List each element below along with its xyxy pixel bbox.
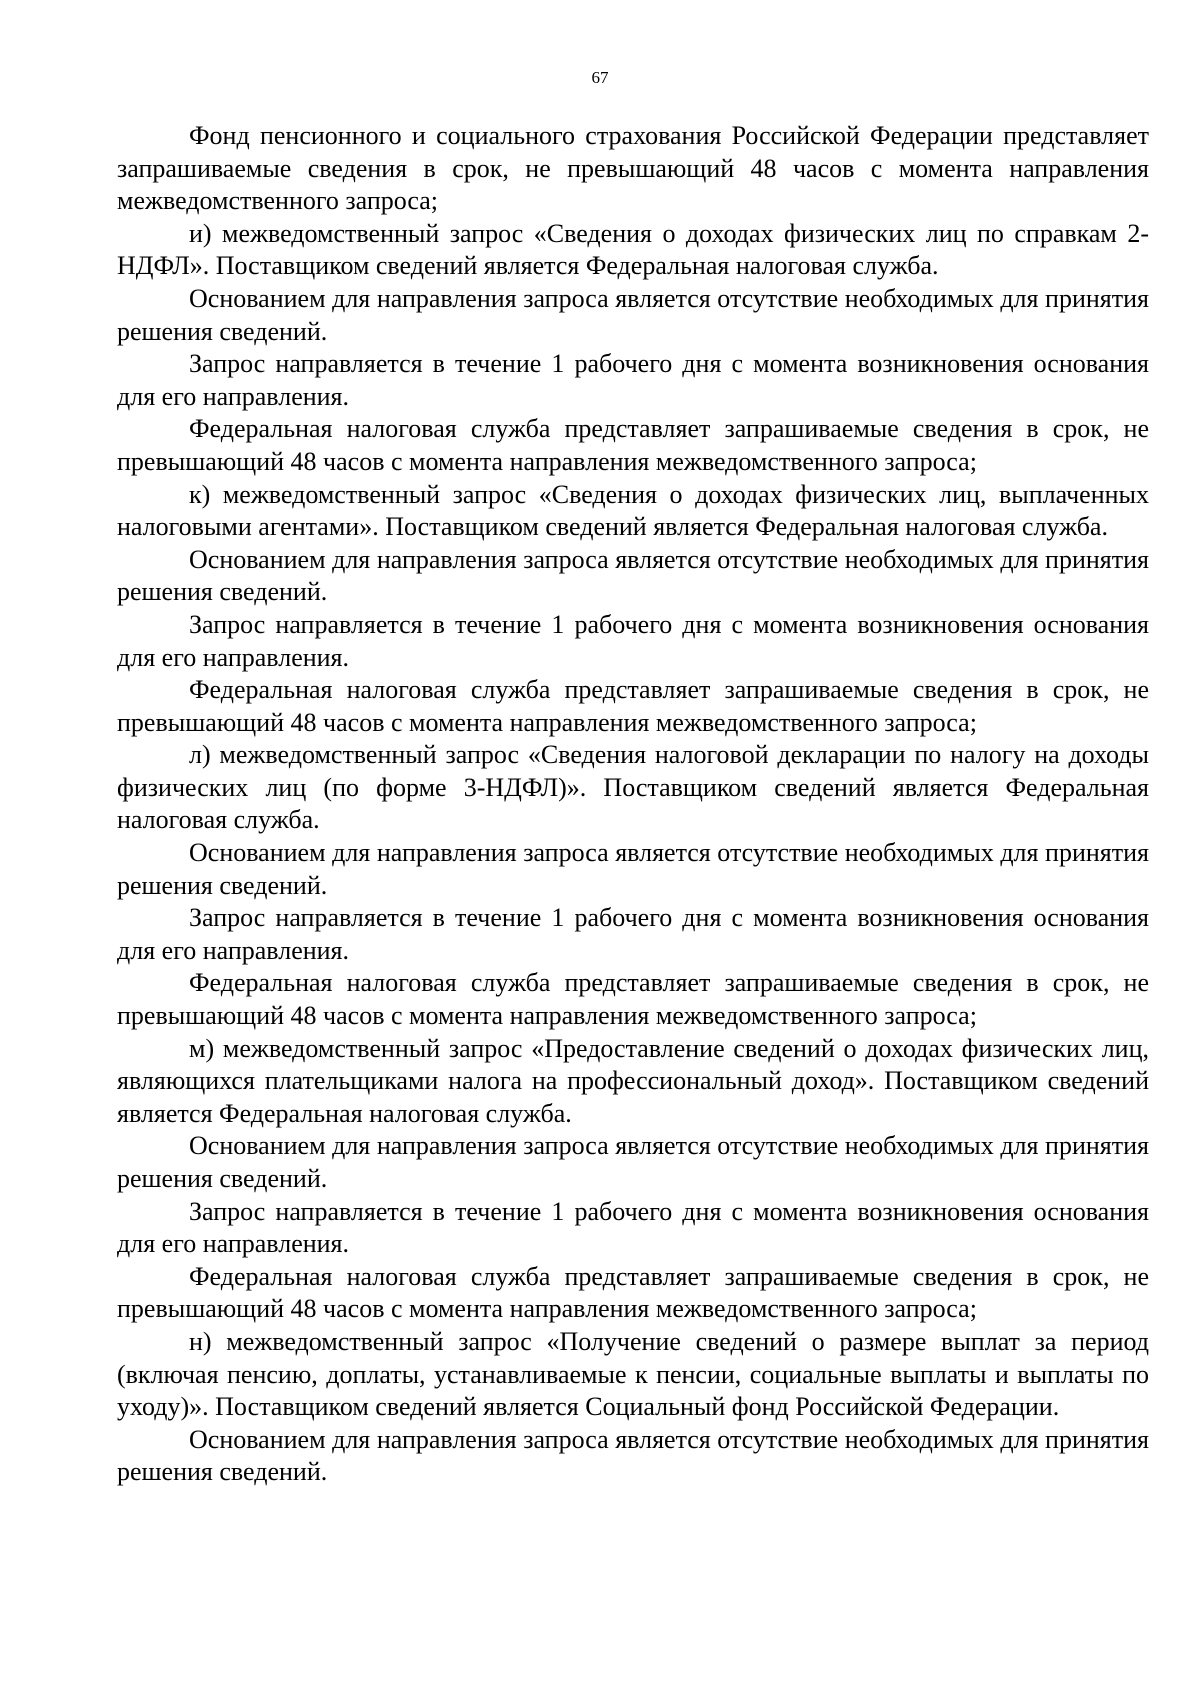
document-body bbox=[117, 120, 1149, 1489]
paragraph: Фонд пенсионного и социального страхования Российской Федерации представляет запрашиваемые сведения в срок, не превышающий 48 часов с момента направления межведомственного запроса; bbox=[117, 121, 1149, 216]
paragraph: Основанием для направления запроса является отсутствие необходимых для принятия решения сведений. bbox=[117, 1131, 1149, 1193]
paragraph: Основанием для направления запроса является отсутствие необходимых для принятия решения сведений. bbox=[117, 1424, 1149, 1487]
paragraph: Основанием для направления запроса является отсутствие необходимых для принятия решения сведений. bbox=[117, 838, 1149, 900]
paragraph: Федеральная налоговая служба представляет запрашиваемые сведения в срок, не превышающий 48 часов с момента направления межведомственного запроса; bbox=[117, 968, 1149, 1031]
paragraph: Запрос направляется в течение 1 рабочего дня с момента возникновения основания для его направления. bbox=[117, 1196, 1149, 1259]
list-item-l: л) межведомственный запрос «Сведения налоговой декларации по налогу на доходы физических лиц (по форме 3-НДФЛ)». Поставщиком сведений является Федеральная налоговая служба. bbox=[117, 740, 1149, 835]
paragraph: Основанием для направления запроса является отсутствие необходимых для принятия решения сведений. bbox=[117, 544, 1149, 607]
paragraph: Запрос направляется в течение 1 рабочего дня с момента возникновения основания для его направления. bbox=[117, 903, 1149, 965]
list-item-m: м) межведомственный запрос «Предоставление сведений о доходах физических лиц, являющихся плательщиками налога на профессиональный доход». Поставщиком сведений является Федеральная налоговая служба. bbox=[117, 1033, 1149, 1128]
paragraph: Запрос направляется в течение 1 рабочего дня с момента возникновения основания для его направления. bbox=[117, 609, 1149, 672]
list-item-i: и) межведомственный запрос «Сведения о доходах физических лиц по справкам 2-НДФЛ». Поставщиком сведений является Федеральная налоговая служба. bbox=[117, 218, 1149, 281]
list-item-k: к) межведомственный запрос «Сведения о доходах физических лиц, выплаченных налоговыми агентами». Поставщиком сведений является Федеральная налоговая служба. bbox=[117, 479, 1149, 542]
paragraph: Основанием для направления запроса является отсутствие необходимых для принятия решения сведений. bbox=[117, 283, 1149, 346]
page-number: 67 bbox=[591, 68, 609, 87]
paragraph: Федеральная налоговая служба представляет запрашиваемые сведения в срок, не превышающий 48 часов с момента направления межведомственного запроса; bbox=[117, 1261, 1149, 1324]
paragraph: Федеральная налоговая служба представляет запрашиваемые сведения в срок, не превышающий 48 часов с момента направления межведомственного запроса; bbox=[117, 675, 1149, 737]
paragraph: Федеральная налоговая служба представляет запрашиваемые сведения в срок, не превышающий 48 часов с момента направления межведомственного запроса; bbox=[117, 414, 1149, 476]
list-item-n: н) межведомственный запрос «Получение сведений о размере выплат за период (включая пенсию, доплаты, устанавливаемые к пенсии, социальные выплаты и выплаты по уходу)». Поставщиком сведений является Социальный фонд Российской Федерации. bbox=[117, 1326, 1149, 1422]
paragraph: Запрос направляется в течение 1 рабочего дня с момента возникновения основания для его направления. bbox=[117, 349, 1149, 411]
